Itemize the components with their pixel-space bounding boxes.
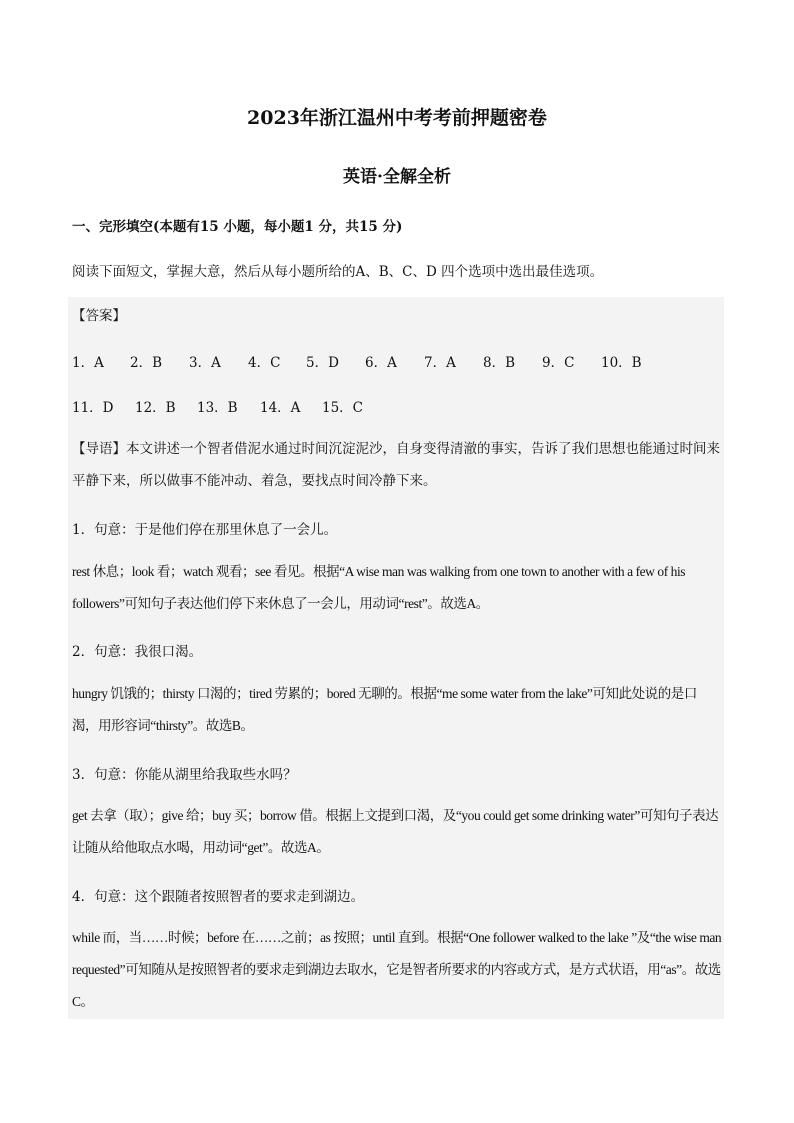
- question-2-explanation: hungry 饥饿的；thirsty 口渴的；tired 劳累的；bored 无聊的。根据“me some water from the lake”可知此处说的是口渴，用形容词“thirsty”。故选B。: [72, 686, 697, 733]
- document-title: 2023年浙江温州中考考前押题密卷: [247, 107, 547, 129]
- answer-item: 5．D: [306, 355, 339, 371]
- answer-item: 4．C: [248, 355, 281, 371]
- answer-item: 1．A: [72, 355, 104, 371]
- answer-item: 2．B: [130, 355, 163, 371]
- answer-item: 6．A: [365, 355, 397, 371]
- answer-item: 11．D: [72, 400, 114, 416]
- answer-item: 8．B: [483, 355, 516, 371]
- answer-analysis-block: [68, 297, 724, 1019]
- answer-label: 【答案】: [72, 308, 126, 324]
- answer-item: 12．B: [135, 400, 176, 416]
- answer-item: 7．A: [424, 355, 456, 371]
- answer-item: 10．B: [601, 355, 642, 371]
- document-subtitle: 英语·全解全析: [343, 167, 451, 187]
- question-4-explanation: while 而，当……时候；before 在……之前；as 按照；until 直到。根据“One follower walked to the lake ”及“the wise man requested”可知随从是按照智者的要求走到湖边去取水，它是智者所要求的内容或方式，是方式状语，用“as”。故选C。: [72, 930, 722, 1009]
- guide-paragraph: 【导语】本文讲述一个智者借泥水通过时间沉淀泥沙，自身变得清澈的事实，告诉了我们思想也能通过时间来平静下来，所以做事不能冲动、着急，要找点时间冷静下来。: [72, 441, 720, 489]
- question-3-explanation: get 去拿（取）；give 给；buy 买；borrow 借。根据上文提到口渴，及“you could get some drinking water”可知句子表达让随从给他取点水喝，用动词“get”。故选A。: [72, 808, 719, 855]
- question-3-title: 3．句意：你能从湖里给我取些水吗？: [72, 767, 297, 783]
- instruction-text: 阅读下面短文，掌握大意，然后从每小题所给的A、B、C、D 四个选项中选出最佳选项。: [72, 264, 604, 280]
- answers-row-1: [72, 351, 642, 371]
- answer-item: 14．A: [260, 400, 301, 416]
- question-2-title: 2．句意：我很口渴。: [72, 644, 203, 660]
- answer-item: 15．C: [322, 400, 364, 416]
- answer-item: 3．A: [189, 355, 221, 371]
- question-4-title: 4．句意：这个跟随者按照智者的要求走到湖边。: [72, 889, 365, 905]
- question-1-explanation: rest 休息；look 看；watch 观看；see 看见。根据“A wise man was walking from one town to another with a few of his followers”可知句子表达他们停下来休息了一会儿，用动词“rest”。故选A。: [72, 564, 686, 611]
- answers-row-2: [72, 396, 363, 416]
- answer-item: 13．B: [197, 400, 238, 416]
- question-1-title: 1．句意：于是他们停在那里休息了一会儿。: [72, 522, 338, 538]
- section-heading: 一、完形填空(本题有15 小题，每小题1 分，共15 分): [72, 219, 403, 235]
- answer-item: 9．C: [542, 355, 575, 371]
